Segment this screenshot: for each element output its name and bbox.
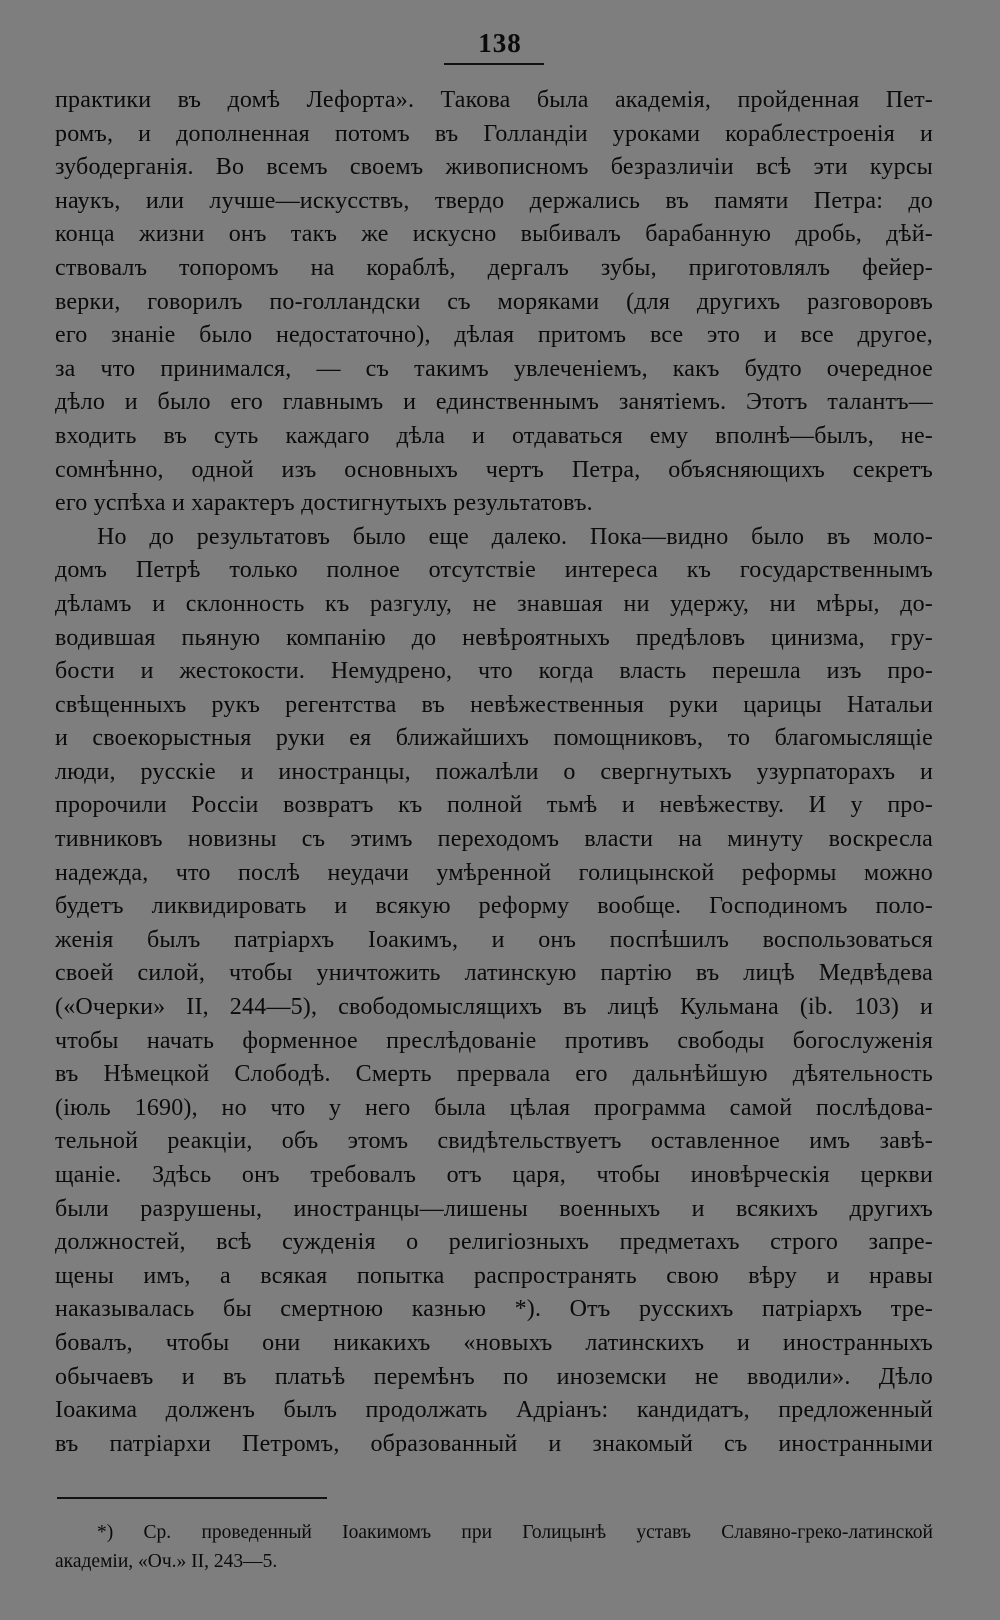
text-line: должностей, всѣ сужденія о религіозныхъ предметахъ строго запре- (55, 1229, 933, 1256)
text-line: тельной реакціи, объ этомъ свидѣтельствуетъ оставленное имъ завѣ- (55, 1128, 933, 1155)
text-line: за что принимался, — съ такимъ увлеченіемъ, какъ будто очередное (55, 355, 933, 382)
text-line: входить въ суть каждаго дѣла и отдаваться ему вполнѣ—былъ, не- (55, 422, 933, 449)
text-line: чтобы начать форменное преслѣдованіе противъ свободы богослуженія (55, 1027, 933, 1054)
text-line: (іюль 1690), но что у него была цѣлая программа самой послѣдова- (55, 1094, 933, 1121)
text-line: ствовалъ топоромъ на кораблѣ, дергалъ зубы, приготовлялъ фейер- (55, 254, 933, 281)
page-number-rule (444, 63, 544, 65)
text-line: водившая пьяную компанію до невѣроятныхъ предѣловъ цинизма, гру- (55, 624, 933, 651)
body-text (55, 84, 933, 1461)
text-line: бости и жестокости. Немудрено, что когда власть перешла изъ про- (55, 658, 933, 685)
text-line: и своекорыстныя руки ея ближайшихъ помощниковъ, то благомыслящіе (55, 725, 933, 752)
text-line: обычаевъ и въ платьѣ перемѣнъ по иноземски не вводили». Дѣло (55, 1363, 933, 1390)
text-line: тивниковъ новизны съ этимъ переходомъ власти на минуту воскресла (55, 826, 933, 853)
text-line: люди, русскіе и иностранцы, пожалѣли о свергнутыхъ узурпаторахъ и (55, 758, 933, 785)
text-line: въ Нѣмецкой Слободѣ. Смерть прервала его дальнѣйшую дѣятельность (55, 1061, 933, 1088)
text-line: наукъ, или лучше—искусствъ, твердо держались въ памяти Петра: до (55, 187, 933, 214)
text-line: женія былъ патріархъ Іоакимъ, и онъ поспѣшилъ воспользоваться (55, 926, 933, 953)
text-line: Іоакима долженъ былъ продолжать Адріанъ: кандидатъ, предложенный (55, 1397, 933, 1424)
page-number: 138 (478, 28, 522, 58)
text-line: его успѣха и характеръ достигнутыхъ результатовъ. (55, 490, 593, 517)
text-line: зубодерганія. Во всемъ своемъ живописномъ безразличіи всѣ эти курсы (55, 154, 933, 181)
text-line: щаніе. Здѣсь онъ требовалъ отъ царя, чтобы иновѣрческія церкви (55, 1162, 933, 1188)
text-line: Но до результатовъ было еще далеко. Пока—видно было въ моло- (97, 523, 933, 550)
text-line: сомнѣнно, одной изъ основныхъ чертъ Петра, объясняющихъ секретъ (55, 456, 933, 483)
text-line: домъ Петрѣ только полное отсутствіе интереса къ государственнымъ (55, 557, 933, 584)
text-line: свѣщенныхъ рукъ регентства въ невѣжественныя руки царицы Натальи (55, 691, 933, 718)
text-line: были разрушены, иностранцы—лишены военныхъ и всякихъ другихъ (55, 1195, 933, 1222)
text-line: его знаніе было недостаточно), дѣлая притомъ все это и все другое, (55, 322, 933, 349)
text-line: своей силой, чтобы уничтожить латинскую партію въ лицѣ Медвѣдева (55, 960, 933, 987)
footnote-line: *) Ср. проведенный Іоакимомъ при Голицынѣ уставъ Славяно-греко-латинской (97, 1522, 933, 1543)
text-line: практики въ домѣ Лефорта». Такова была академія, пройденная Пет- (55, 87, 933, 113)
text-line: ромъ, и дополненная потомъ въ Голландіи уроками кораблестроенія и (55, 120, 933, 147)
text-line: («Очерки» II, 244—5), свободомыслящихъ въ лицѣ Кульмана (ib. 103) и (55, 994, 933, 1021)
text-line: дѣламъ и склонность къ разгулу, не знавшая ни удержу, ни мѣры, до- (55, 590, 933, 617)
text-line: въ патріархи Петромъ, образованный и знакомый съ иностранными (55, 1430, 933, 1457)
text-line: верки, говорилъ по-голландски съ моряками (для другихъ разговоровъ (55, 288, 933, 315)
text-line: пророчили Россіи возвратъ къ полной тьмѣ и невѣжеству. И у про- (55, 792, 933, 819)
text-line: конца жизни онъ такъ же искусно выбивалъ барабанную дробь, дѣй- (55, 221, 933, 248)
text-line: дѣло и было его главнымъ и единственнымъ занятіемъ. Этотъ талантъ— (55, 389, 933, 416)
text-line: бовалъ, чтобы они никакихъ «новыхъ латинскихъ и иностранныхъ (55, 1329, 933, 1356)
text-line: щены имъ, а всякая попытка распространять свою вѣру и нравы (55, 1262, 933, 1289)
footnote-rule (57, 1497, 327, 1499)
text-line: будетъ ликвидировать и всякую реформу вообще. Господиномъ поло- (55, 893, 933, 920)
text-line: наказывалась бы смертною казнью *). Отъ русскихъ патріархъ тре- (55, 1296, 933, 1323)
footnote-line: академіи, «Оч.» II, 243—5. (55, 1551, 278, 1572)
text-line: надежда, что послѣ неудачи умѣренной голицынской реформы можно (55, 859, 933, 886)
footnotes (55, 1518, 933, 1576)
